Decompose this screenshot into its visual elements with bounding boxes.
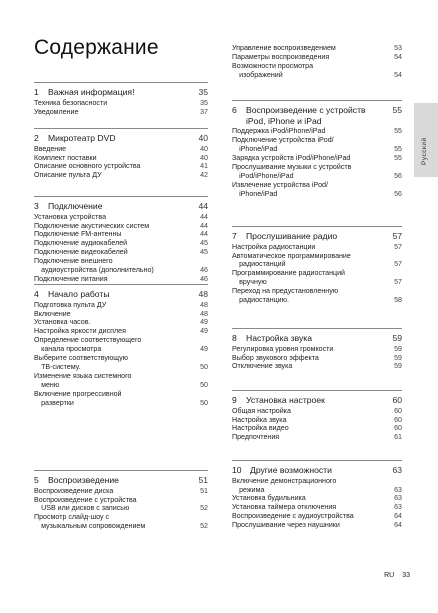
section-page: 60	[392, 395, 402, 405]
toc-entry-title: меню	[34, 380, 60, 389]
toc-entry-page: 57	[394, 260, 402, 269]
toc-entry-page: 54	[394, 52, 402, 61]
page-footer	[384, 572, 410, 579]
section-number: 4	[34, 289, 39, 299]
toc-entry-page: 58	[394, 296, 402, 305]
toc-entry	[232, 252, 402, 261]
toc-entry-title: музыкальным сопровождением	[34, 522, 146, 531]
toc-entry	[232, 260, 402, 269]
toc-section-heading	[232, 390, 402, 406]
toc-entry-page: 52	[200, 522, 208, 531]
toc-entry	[34, 108, 208, 117]
section-title: Начало работы	[48, 289, 110, 299]
section-number: 2	[34, 133, 39, 143]
toc-entry-title: Программирование радиостанций	[232, 269, 346, 278]
section-number: 10	[232, 465, 242, 475]
toc-section	[34, 128, 208, 180]
toc-entry-title: Предпочтения	[232, 433, 280, 442]
language-side-tab-label: Русский	[421, 137, 428, 165]
toc-entry	[34, 275, 208, 284]
toc-entry-page: 40	[200, 153, 208, 162]
toc-entry-page: 37	[200, 107, 208, 116]
toc-section-heading	[34, 196, 208, 212]
toc-entry-page: 44	[200, 230, 208, 239]
toc-entry-page: 52	[200, 504, 208, 513]
toc-entry-title: Поддержка iPod/iPhone/iPad	[232, 127, 326, 136]
toc-entry-title: радиостанцию.	[232, 296, 289, 305]
toc-entry-page: 60	[394, 406, 402, 415]
toc-section	[232, 390, 402, 442]
toc-entry-page: 64	[394, 521, 402, 530]
toc-entry	[34, 496, 208, 505]
toc-entry	[232, 433, 402, 442]
toc-entry	[34, 336, 208, 345]
section-page: 59	[392, 333, 402, 343]
toc-entry	[34, 381, 208, 390]
toc-entry	[34, 171, 208, 180]
toc-entry	[34, 154, 208, 163]
section-page: 51	[198, 475, 208, 485]
toc-entry-page: 51	[200, 486, 208, 495]
toc-entry	[34, 363, 208, 372]
toc-entry-title: Настройка звука	[232, 415, 287, 424]
toc-entry	[232, 477, 402, 486]
toc-entry	[34, 345, 208, 354]
toc-entry-page: 49	[200, 345, 208, 354]
toc-entry-title: Включение демонстрационного	[232, 476, 337, 485]
toc-entry	[34, 487, 208, 496]
toc-entry	[34, 257, 208, 266]
toc-entry	[34, 354, 208, 363]
toc-entry-page: 45	[200, 239, 208, 248]
section-title: Микротеатр DVD	[48, 133, 116, 143]
toc-section-heading	[34, 284, 208, 300]
toc-entry-title: Автоматическое программирование	[232, 251, 351, 260]
toc-entry	[232, 53, 402, 62]
toc-entry-title: вручную	[232, 278, 267, 287]
toc-entry	[34, 230, 208, 239]
toc-entry-title: Переход на предустановленную	[232, 287, 339, 296]
toc-entry-title: USB или дисков с записью	[34, 504, 130, 513]
toc-entry-page: 49	[200, 318, 208, 327]
page-title: Содержание	[34, 36, 159, 59]
toc-entry	[34, 399, 208, 408]
toc-entry-title: развертки	[34, 398, 74, 407]
toc-entry	[232, 512, 402, 521]
toc-entry-title: Прослушивание музыки с устройств	[232, 162, 352, 171]
toc-entry-title: режима	[232, 485, 265, 494]
toc-entry	[232, 71, 402, 80]
toc-section	[34, 196, 208, 284]
toc-entry-page: 50	[200, 362, 208, 371]
toc-entry	[34, 99, 208, 108]
toc-entry-title: Извлечение устройства iPod/	[232, 180, 328, 189]
footer-page-number: 33	[402, 572, 410, 579]
toc-entry-title: Изменение языка системного	[34, 371, 132, 380]
toc-entry	[232, 269, 402, 278]
section-title: Важная информация!	[48, 87, 135, 97]
toc-entry	[232, 407, 402, 416]
toc-entry-page: 60	[394, 415, 402, 424]
toc-entry-title: iPod/iPhone/iPad	[232, 171, 294, 180]
toc-entry-page: 55	[394, 145, 402, 153]
toc-entry-title: Общая настройка	[232, 406, 291, 415]
toc-entry	[232, 62, 402, 71]
toc-entry-title: Установка часов.	[34, 318, 91, 327]
section-title: Воспроизведение с устройств iPod, iPhone и iPad	[246, 105, 366, 126]
toc-entry-page: 46	[200, 266, 208, 275]
toc-entry-page: 59	[394, 344, 402, 353]
toc-entry-title: Описание пульта ДУ	[34, 171, 102, 180]
toc-entry	[232, 145, 402, 154]
toc-entry-title: Установка будильника	[232, 494, 306, 503]
toc-entry-title: Включение прогрессивной	[34, 389, 122, 398]
toc-entry-page: 48	[200, 309, 208, 318]
toc-section	[34, 284, 208, 407]
toc-entry	[34, 145, 208, 154]
toc-entry-title: Зарядка устройств iPod/iPhone/iPad	[232, 153, 351, 162]
toc-section	[232, 328, 402, 371]
toc-section-heading	[232, 460, 402, 476]
toc-entry-title: Установка таймера отключения	[232, 503, 337, 512]
toc-entry-page: 63	[394, 494, 402, 503]
toc-entry-page: 55	[394, 153, 402, 162]
toc-entry-title: Определение соответствующего	[34, 336, 142, 345]
section-number: 5	[34, 475, 39, 485]
toc-entry	[232, 486, 402, 495]
section-title: Воспроизведение	[48, 475, 119, 485]
toc-entry	[232, 181, 402, 190]
toc-entry-page: 50	[200, 398, 208, 407]
toc-entry	[232, 424, 402, 433]
toc-entry	[232, 44, 402, 53]
toc-entry-page: 60	[394, 424, 402, 433]
toc-entry-page: 53	[394, 44, 402, 52]
toc-entry-page: 59	[394, 362, 402, 371]
toc-section	[232, 100, 402, 198]
toc-entry-title: Просмотр слайд-шоу с	[34, 513, 110, 522]
toc-entry-title: Отключение звука	[232, 362, 293, 371]
toc-entry-title: Подключение акустических систем	[34, 221, 150, 230]
toc-entry	[34, 513, 208, 522]
toc-entry-page: 57	[394, 278, 402, 287]
toc-entry-title: Настройка радиостанции	[232, 242, 316, 251]
section-page: 35	[198, 87, 208, 97]
section-page: 40	[198, 133, 208, 143]
toc-entry	[34, 213, 208, 222]
toc-entry-page: 59	[394, 353, 402, 362]
toc-entry-title: канала просмотра	[34, 345, 102, 354]
toc-entry	[232, 503, 402, 512]
toc-entry-title: Регулировка уровня громкости	[232, 344, 334, 353]
toc-entry-page: 63	[394, 503, 402, 512]
toc-entry-page: 44	[200, 212, 208, 221]
toc-section	[34, 470, 208, 531]
toc-entry-page: 50	[200, 380, 208, 389]
toc-entry-page: 40	[200, 144, 208, 153]
toc-entry	[34, 301, 208, 310]
toc-entry	[34, 266, 208, 275]
toc-entry	[232, 494, 402, 503]
toc-entry-title: Воспроизведение с устройства	[34, 495, 137, 504]
toc-entry-title: iPhone/iPad	[232, 189, 278, 198]
toc-entry	[232, 416, 402, 425]
toc-entry	[34, 239, 208, 248]
toc-entry-title: Введение	[34, 144, 67, 153]
toc-entry	[34, 390, 208, 399]
toc-entry-title: iPhone/iPad	[232, 145, 278, 153]
section-number: 3	[34, 201, 39, 211]
toc-entry-title: Выбор звукового эффекта	[232, 353, 319, 362]
toc-entry	[232, 354, 402, 363]
toc-entry	[34, 327, 208, 336]
toc-section	[232, 226, 402, 305]
toc-entry-title: Выберите соответствующую	[34, 354, 128, 363]
toc-entry	[232, 362, 402, 371]
toc-entry-page: 56	[394, 171, 402, 180]
section-title: Прослушивание радио	[246, 231, 338, 241]
toc-entry	[34, 222, 208, 231]
section-title: Другие возможности	[250, 465, 332, 475]
toc-entry-title: аудиоустройства (дополнительно)	[34, 266, 154, 275]
toc-entry-page: 61	[394, 433, 402, 442]
toc-entry-title: Подключение устройства iPod/	[232, 136, 334, 145]
footer-lang: RU	[384, 572, 395, 579]
section-number: 7	[232, 231, 237, 241]
toc-entry-title: Описание основного устройства	[34, 162, 141, 171]
toc-entry-title: изображений	[232, 70, 283, 79]
toc-continued-entries	[232, 44, 402, 80]
toc-entry-title: Включение	[34, 309, 71, 318]
toc-entry-title: Подключение видеокабелей	[34, 248, 128, 257]
toc-section-heading	[232, 328, 402, 344]
toc-entry-title: ТВ-систему.	[34, 362, 81, 371]
toc-entry-title: Управление воспроизведением	[232, 44, 336, 52]
toc-entry	[232, 243, 402, 252]
toc-entry-page: 42	[200, 171, 208, 180]
section-number: 8	[232, 333, 237, 343]
toc-entry-page: 63	[394, 485, 402, 494]
toc-entry	[232, 136, 402, 145]
toc-entry-page: 64	[394, 512, 402, 521]
toc-entry-title: Настройка яркости дисплея	[34, 327, 126, 336]
toc-entry	[232, 190, 402, 199]
toc-entry	[34, 248, 208, 257]
toc-entry-title: Параметры воспроизведения	[232, 52, 330, 61]
toc-entry	[34, 318, 208, 327]
toc-entry-title: Подключение аудиокабелей	[34, 239, 128, 248]
section-number: 9	[232, 395, 237, 405]
toc-entry-title: Техника безопасности	[34, 98, 108, 107]
section-number: 1	[34, 87, 39, 97]
toc-entry	[232, 345, 402, 354]
toc-entry-title: Возможности просмотра	[232, 61, 314, 70]
toc-entry-page: 41	[200, 162, 208, 171]
toc-entry-page: 55	[394, 127, 402, 136]
toc-entry	[34, 372, 208, 381]
section-title: Установка настроек	[246, 395, 325, 405]
section-page: 48	[198, 289, 208, 299]
toc-entry-title: Настройка видео	[232, 424, 289, 433]
toc-entry-title: Подключение питания	[34, 274, 108, 283]
toc-entry	[34, 162, 208, 171]
toc-entry	[34, 310, 208, 319]
language-side-tab	[414, 103, 438, 177]
toc-entry-title: Комплект поставки	[34, 153, 97, 162]
toc-section-heading	[34, 82, 208, 98]
toc-entry	[34, 522, 208, 531]
section-page: 63	[392, 465, 402, 475]
toc-entry-title: Уведомление	[34, 107, 79, 116]
toc-entry-title: Прослушивание через наушники	[232, 521, 340, 530]
section-page: 57	[392, 231, 402, 241]
section-number: 6	[232, 105, 237, 115]
toc-section	[34, 82, 208, 116]
toc-entry-title: Воспроизведение диска	[34, 486, 114, 495]
toc-section-heading	[34, 128, 208, 144]
toc-section-heading	[232, 226, 402, 242]
toc-entry	[232, 278, 402, 287]
toc-entry-title: радиостанций	[232, 260, 286, 269]
toc-entry-title: Воспроизведение с аудиоустройства	[232, 512, 354, 521]
toc-section-heading	[232, 100, 402, 126]
toc-entry-page: 57	[394, 242, 402, 251]
toc-entry-page: 49	[200, 327, 208, 336]
toc-entry	[34, 504, 208, 513]
section-page: 44	[198, 201, 208, 211]
toc-section	[232, 460, 402, 530]
toc-entry	[232, 287, 402, 296]
toc-entry-page: 45	[200, 248, 208, 257]
toc-entry-page: 46	[200, 274, 208, 283]
section-page: 55	[392, 105, 402, 115]
toc-entry	[232, 163, 402, 172]
toc-entry-page: 48	[200, 300, 208, 309]
toc-entry-title: Установка устройства	[34, 212, 107, 221]
toc-entry-title: Подготовка пульта ДУ	[34, 300, 107, 309]
toc-entry	[232, 127, 402, 136]
toc-entry	[232, 154, 402, 163]
section-title: Настройка звука	[246, 333, 313, 343]
toc-entry-page: 56	[394, 189, 402, 198]
toc-entry-title: Подключение FM-антенны	[34, 230, 122, 239]
toc-entry	[232, 521, 402, 530]
section-title: Подключение	[48, 201, 103, 211]
toc-section-heading	[34, 470, 208, 486]
toc-entry	[232, 172, 402, 181]
toc-entry-title: Подключение внешнего	[34, 257, 113, 266]
toc-entry-page: 54	[394, 70, 402, 79]
toc-entry-page: 35	[200, 98, 208, 107]
toc-entry	[232, 296, 402, 305]
toc-entry-page: 44	[200, 221, 208, 230]
